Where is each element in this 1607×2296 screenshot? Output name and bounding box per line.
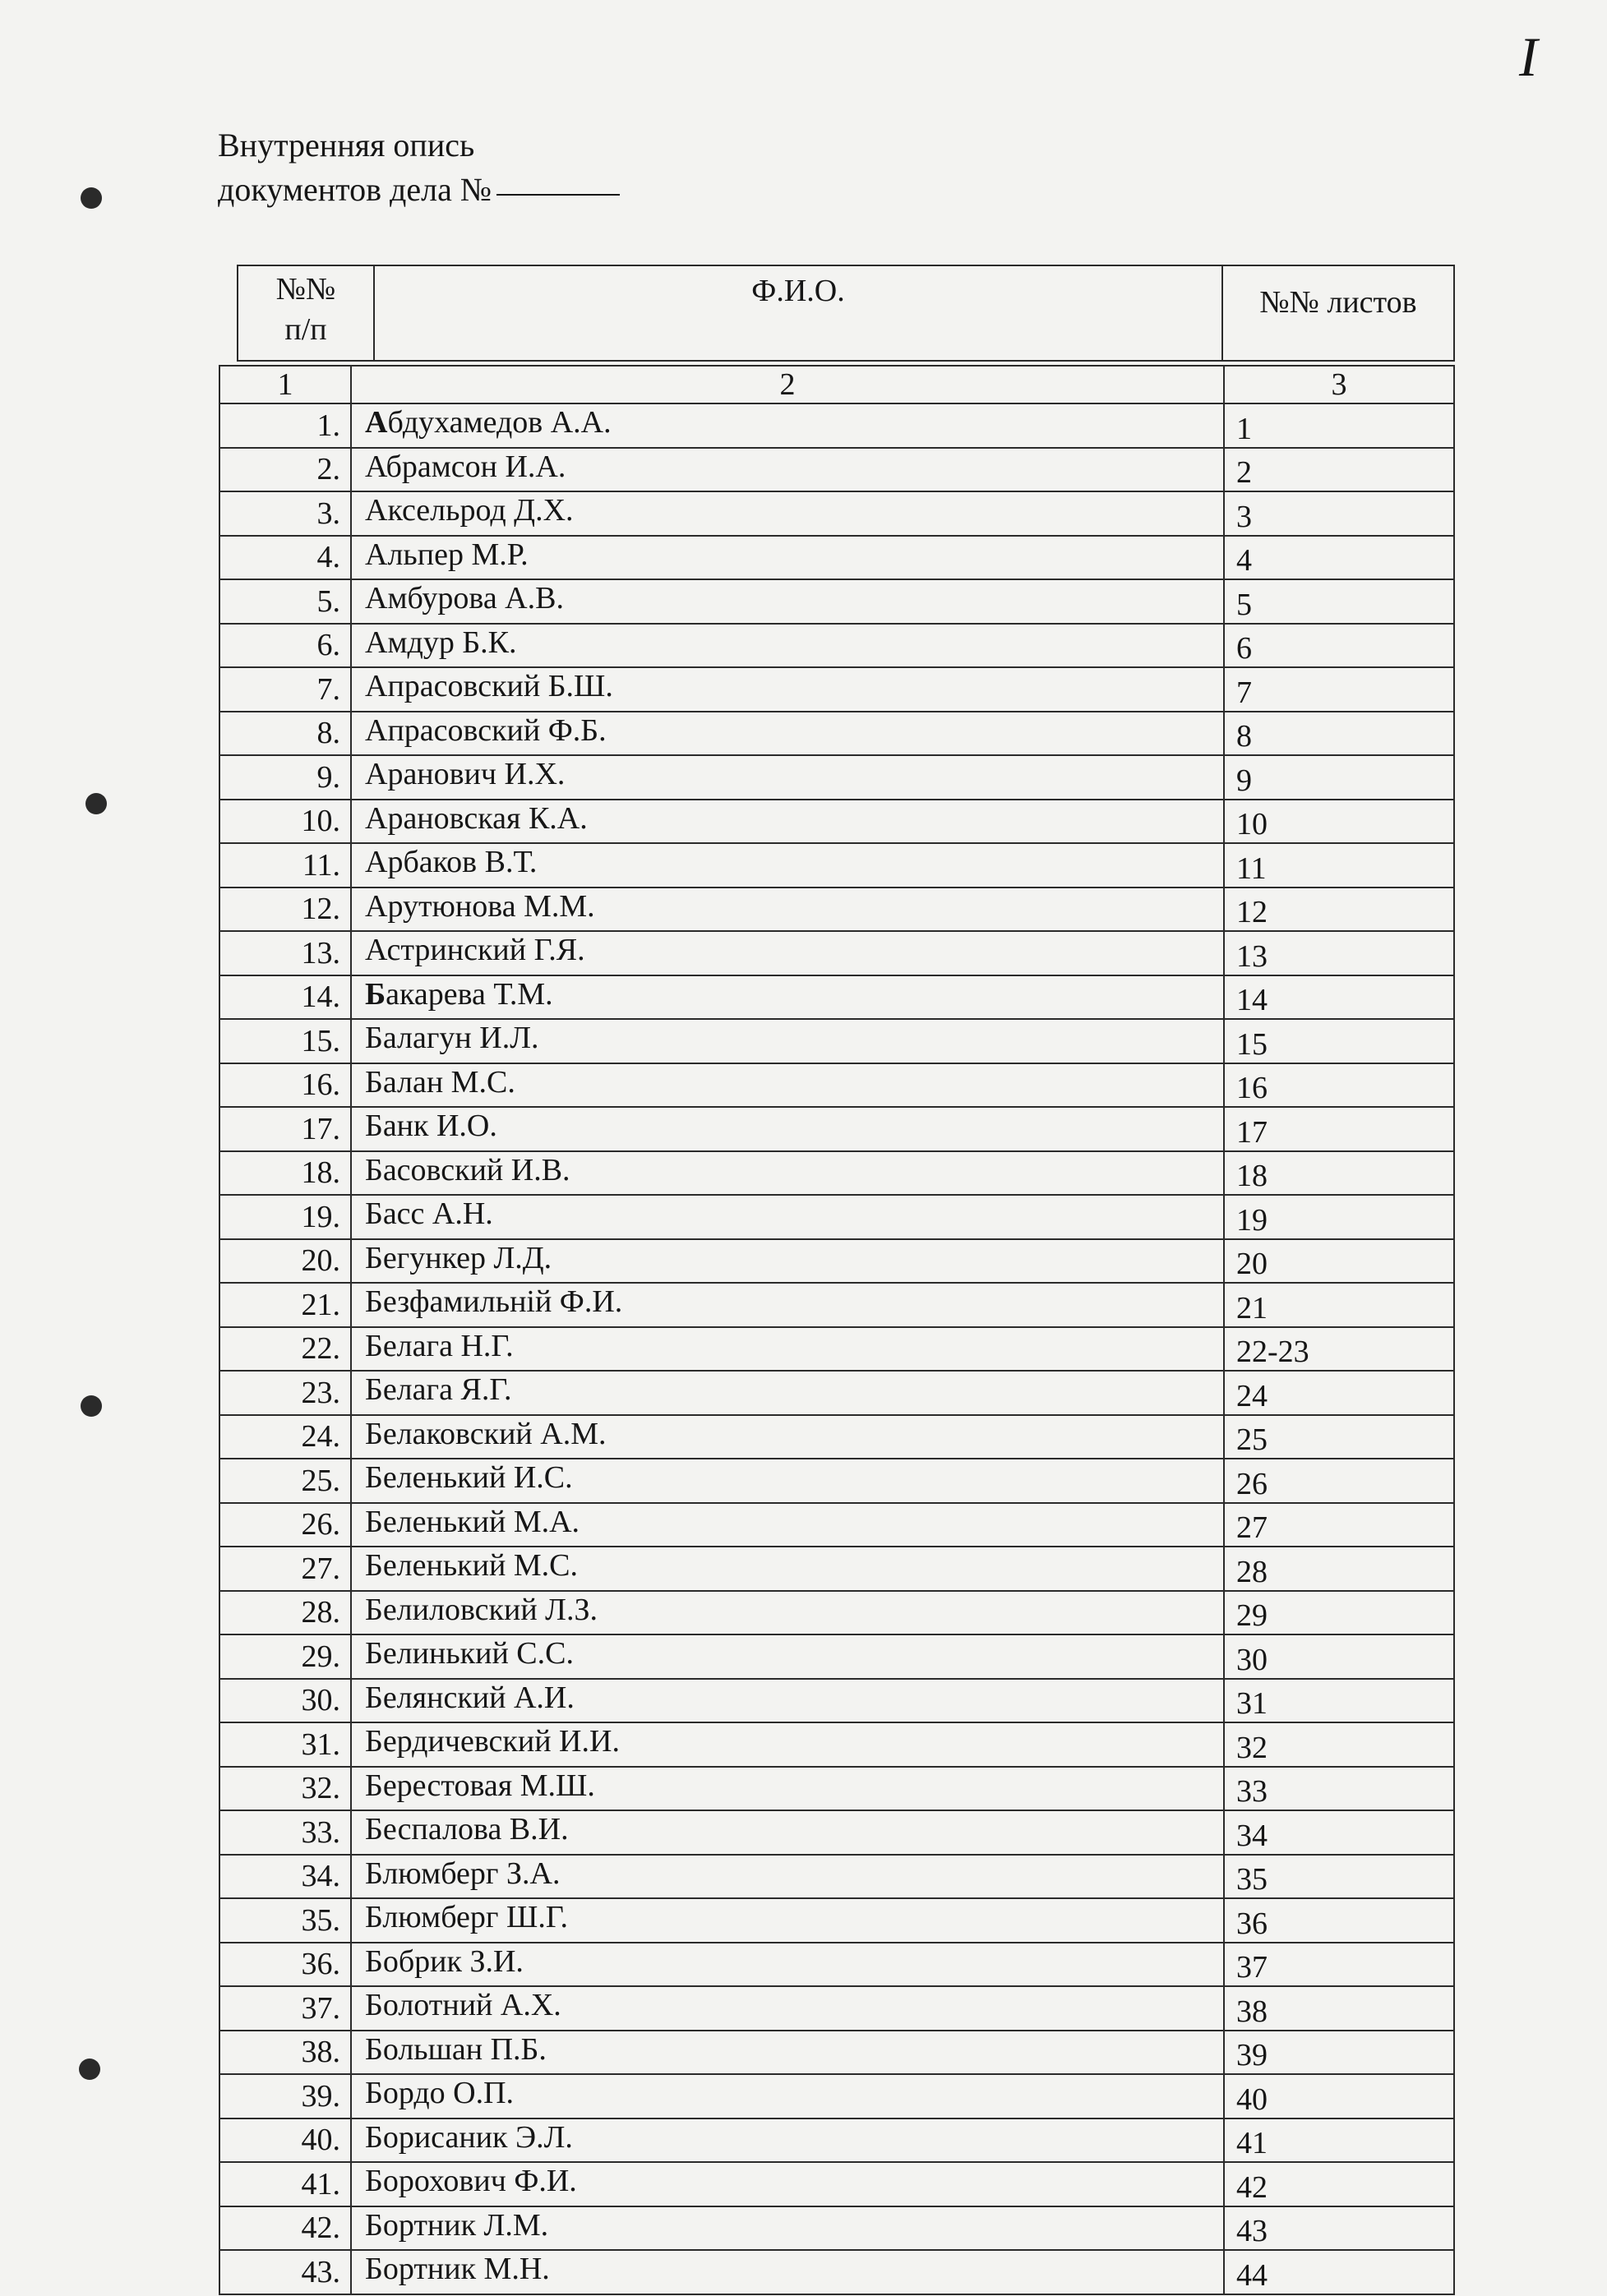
row-name: Балан М.С. [351, 1063, 1224, 1108]
row-number: 41. [219, 2162, 351, 2206]
table-row [219, 1063, 1454, 1108]
table-row [219, 1591, 1454, 1635]
row-name: Альпер М.Р. [351, 536, 1224, 580]
title-line-2-text: документов дела № [218, 171, 492, 208]
row-sheets: 22-23 [1224, 1327, 1454, 1372]
row-sheets: 30 [1224, 1634, 1454, 1679]
row-sheets: 38 [1224, 1986, 1454, 2031]
row-sheets: 43 [1224, 2206, 1454, 2251]
row-name: Белага Я.Г. [351, 1371, 1224, 1415]
row-sheets: 39 [1224, 2031, 1454, 2075]
row-number: 38. [219, 2031, 351, 2075]
table-row [219, 1634, 1454, 1679]
table-row [219, 1986, 1454, 2031]
document-title [218, 123, 620, 212]
row-sheets: 8 [1224, 712, 1454, 756]
row-sheets: 4 [1224, 536, 1454, 580]
row-number: 10. [219, 800, 351, 844]
row-name: Аксельрод Д.Х. [351, 491, 1224, 536]
table-row [219, 975, 1454, 1020]
row-sheets: 6 [1224, 624, 1454, 668]
row-sheets: 1 [1224, 403, 1454, 448]
row-number: 35. [219, 1898, 351, 1943]
row-number: 19. [219, 1195, 351, 1239]
table-row [219, 2250, 1454, 2294]
table-row [219, 403, 1454, 448]
row-name: Банк И.О. [351, 1107, 1224, 1151]
table-row [219, 536, 1454, 580]
row-number: 23. [219, 1371, 351, 1415]
row-name: Апрасовский Б.Ш. [351, 667, 1224, 712]
row-number: 9. [219, 755, 351, 800]
punch-hole [81, 1395, 102, 1417]
column-number: 1 [219, 366, 351, 403]
title-line-2 [218, 168, 620, 212]
inventory-table [219, 365, 1455, 2295]
row-sheets: 7 [1224, 667, 1454, 712]
row-name: Бобрик З.И. [351, 1943, 1224, 1987]
table-row [219, 1371, 1454, 1415]
row-name: Белага Н.Г. [351, 1327, 1224, 1372]
row-number: 43. [219, 2250, 351, 2294]
row-number: 21. [219, 1283, 351, 1327]
row-number: 7. [219, 667, 351, 712]
row-number: 22. [219, 1327, 351, 1372]
row-number: 16. [219, 1063, 351, 1108]
row-number: 42. [219, 2206, 351, 2251]
table-row [219, 1547, 1454, 1591]
row-sheets: 16 [1224, 1063, 1454, 1108]
row-number: 25. [219, 1459, 351, 1503]
row-sheets: 18 [1224, 1151, 1454, 1196]
row-name: Абрамсон И.А. [351, 448, 1224, 492]
header-number-line1: №№ [275, 272, 336, 307]
row-number: 32. [219, 1767, 351, 1811]
row-name: Бортник М.Н. [351, 2250, 1224, 2294]
row-name: Белиловский Л.З. [351, 1591, 1224, 1635]
punch-hole [79, 2059, 100, 2080]
row-number: 27. [219, 1547, 351, 1591]
row-sheets: 28 [1224, 1547, 1454, 1591]
row-name: Блюмберг Ш.Г. [351, 1898, 1224, 1943]
row-sheets: 3 [1224, 491, 1454, 536]
row-number: 15. [219, 1019, 351, 1063]
row-number: 30. [219, 1679, 351, 1723]
row-name: Бортник Л.М. [351, 2206, 1224, 2251]
table-row [219, 1459, 1454, 1503]
row-name: Астринский Г.Я. [351, 931, 1224, 975]
table-row [219, 888, 1454, 932]
row-sheets: 5 [1224, 579, 1454, 624]
row-number: 37. [219, 1986, 351, 2031]
row-sheets: 26 [1224, 1459, 1454, 1503]
row-number: 36. [219, 1943, 351, 1987]
row-sheets: 11 [1224, 843, 1454, 888]
row-name: Борисаник Э.Л. [351, 2118, 1224, 2163]
row-sheets: 9 [1224, 755, 1454, 800]
row-name: Борохович Ф.И. [351, 2162, 1224, 2206]
case-number-blank [496, 194, 620, 196]
row-name: Балагун И.Л. [351, 1019, 1224, 1063]
table-row [219, 1195, 1454, 1239]
name-rest: бдухамедов А.А. [387, 405, 612, 440]
table-row [219, 1107, 1454, 1151]
table-row [219, 1283, 1454, 1327]
row-sheets: 14 [1224, 975, 1454, 1020]
table-row [219, 1679, 1454, 1723]
row-number: 28. [219, 1591, 351, 1635]
row-number: 12. [219, 888, 351, 932]
row-sheets: 34 [1224, 1810, 1454, 1855]
table-row [219, 1943, 1454, 1987]
row-name: Берестовая М.Ш. [351, 1767, 1224, 1811]
row-number: 11. [219, 843, 351, 888]
row-name: Аранович И.Х. [351, 755, 1224, 800]
header-name: Ф.И.О. [375, 266, 1223, 360]
row-name: Беспалова В.И. [351, 1810, 1224, 1855]
row-number: 24. [219, 1415, 351, 1459]
table-row [219, 1019, 1454, 1063]
row-name: Беленький М.С. [351, 1547, 1224, 1591]
header-number-line2: п/п [284, 312, 327, 348]
row-sheets: 12 [1224, 888, 1454, 932]
sheet-number: I [1519, 25, 1538, 88]
table-row [219, 491, 1454, 536]
row-sheets: 10 [1224, 800, 1454, 844]
row-number: 2. [219, 448, 351, 492]
row-name [351, 403, 1224, 448]
table-row [219, 1327, 1454, 1372]
row-number: 13. [219, 931, 351, 975]
title-line-1: Внутренняя опись [218, 127, 475, 164]
row-sheets: 13 [1224, 931, 1454, 975]
row-number: 17. [219, 1107, 351, 1151]
table-row [219, 712, 1454, 756]
row-name: Белянский А.И. [351, 1679, 1224, 1723]
table-row [219, 2206, 1454, 2251]
row-name: Арбаков В.Т. [351, 843, 1224, 888]
column-numbers-row [219, 366, 1454, 403]
row-number: 3. [219, 491, 351, 536]
table-row [219, 2074, 1454, 2118]
row-name [351, 975, 1224, 1020]
row-name: Амбурова А.В. [351, 579, 1224, 624]
row-name: Апрасовский Ф.Б. [351, 712, 1224, 756]
column-number: 2 [351, 366, 1224, 403]
row-sheets: 41 [1224, 2118, 1454, 2163]
header-sheets: №№ листов [1259, 285, 1417, 320]
row-number: 5. [219, 579, 351, 624]
table-row [219, 2031, 1454, 2075]
row-sheets: 19 [1224, 1195, 1454, 1239]
table-row [219, 1855, 1454, 1899]
row-name: Бегункер Л.Д. [351, 1239, 1224, 1284]
row-number: 26. [219, 1503, 351, 1547]
row-name: Белинький С.С. [351, 1634, 1224, 1679]
row-number: 33. [219, 1810, 351, 1855]
table-row [219, 579, 1454, 624]
row-sheets: 35 [1224, 1855, 1454, 1899]
row-name: Большан П.Б. [351, 2031, 1224, 2075]
row-name: Басс А.Н. [351, 1195, 1224, 1239]
row-name: Арановская К.А. [351, 800, 1224, 844]
row-sheets: 21 [1224, 1283, 1454, 1327]
name-rest: акарева Т.М. [386, 976, 553, 1012]
row-sheets: 42 [1224, 2162, 1454, 2206]
table-row [219, 1415, 1454, 1459]
row-sheets: 25 [1224, 1415, 1454, 1459]
row-number: 4. [219, 536, 351, 580]
row-sheets: 37 [1224, 1943, 1454, 1987]
row-sheets: 24 [1224, 1371, 1454, 1415]
row-number: 34. [219, 1855, 351, 1899]
row-number: 8. [219, 712, 351, 756]
row-name: Беленький И.С. [351, 1459, 1224, 1503]
row-name: Бердичевский И.И. [351, 1722, 1224, 1767]
row-sheets: 36 [1224, 1898, 1454, 1943]
row-name: Блюмберг З.А. [351, 1855, 1224, 1899]
row-name: Безфамильній Ф.И. [351, 1283, 1224, 1327]
table-row [219, 448, 1454, 492]
table-row [219, 843, 1454, 888]
row-name: Басовский И.В. [351, 1151, 1224, 1196]
row-sheets: 17 [1224, 1107, 1454, 1151]
row-number: 18. [219, 1151, 351, 1196]
table-row [219, 1151, 1454, 1196]
row-sheets: 32 [1224, 1722, 1454, 1767]
punch-hole [81, 187, 102, 209]
initial-letter: Б [365, 976, 386, 1012]
table-header [237, 265, 1455, 362]
row-sheets: 27 [1224, 1503, 1454, 1547]
table-row [219, 2118, 1454, 2163]
table-row [219, 1503, 1454, 1547]
row-number: 31. [219, 1722, 351, 1767]
table-row [219, 2162, 1454, 2206]
table-row [219, 1239, 1454, 1284]
punch-hole [85, 793, 107, 814]
table-row [219, 1898, 1454, 1943]
row-sheets: 29 [1224, 1591, 1454, 1635]
row-sheets: 40 [1224, 2074, 1454, 2118]
row-name: Беленький М.А. [351, 1503, 1224, 1547]
row-name: Арутюнова М.М. [351, 888, 1224, 932]
header-number [238, 266, 375, 360]
table-row [219, 1810, 1454, 1855]
row-number: 20. [219, 1239, 351, 1284]
row-number: 29. [219, 1634, 351, 1679]
row-number: 39. [219, 2074, 351, 2118]
row-sheets: 15 [1224, 1019, 1454, 1063]
inventory-table-body [219, 366, 1454, 2294]
row-number: 1. [219, 403, 351, 448]
row-sheets: 44 [1224, 2250, 1454, 2294]
row-sheets: 31 [1224, 1679, 1454, 1723]
row-name: Болотний А.Х. [351, 1986, 1224, 2031]
row-number: 40. [219, 2118, 351, 2163]
row-name: Белаковский А.М. [351, 1415, 1224, 1459]
table-row [219, 931, 1454, 975]
table-row [219, 1767, 1454, 1811]
row-number: 6. [219, 624, 351, 668]
row-sheets: 33 [1224, 1767, 1454, 1811]
table-row [219, 755, 1454, 800]
table-row [219, 624, 1454, 668]
table-row [219, 667, 1454, 712]
row-name: Бордо О.П. [351, 2074, 1224, 2118]
row-number: 14. [219, 975, 351, 1020]
table-row [219, 800, 1454, 844]
initial-letter: А [365, 405, 388, 440]
row-sheets: 20 [1224, 1239, 1454, 1284]
column-number: 3 [1224, 366, 1454, 403]
table-row [219, 1722, 1454, 1767]
row-name: Амдур Б.К. [351, 624, 1224, 668]
row-sheets: 2 [1224, 448, 1454, 492]
